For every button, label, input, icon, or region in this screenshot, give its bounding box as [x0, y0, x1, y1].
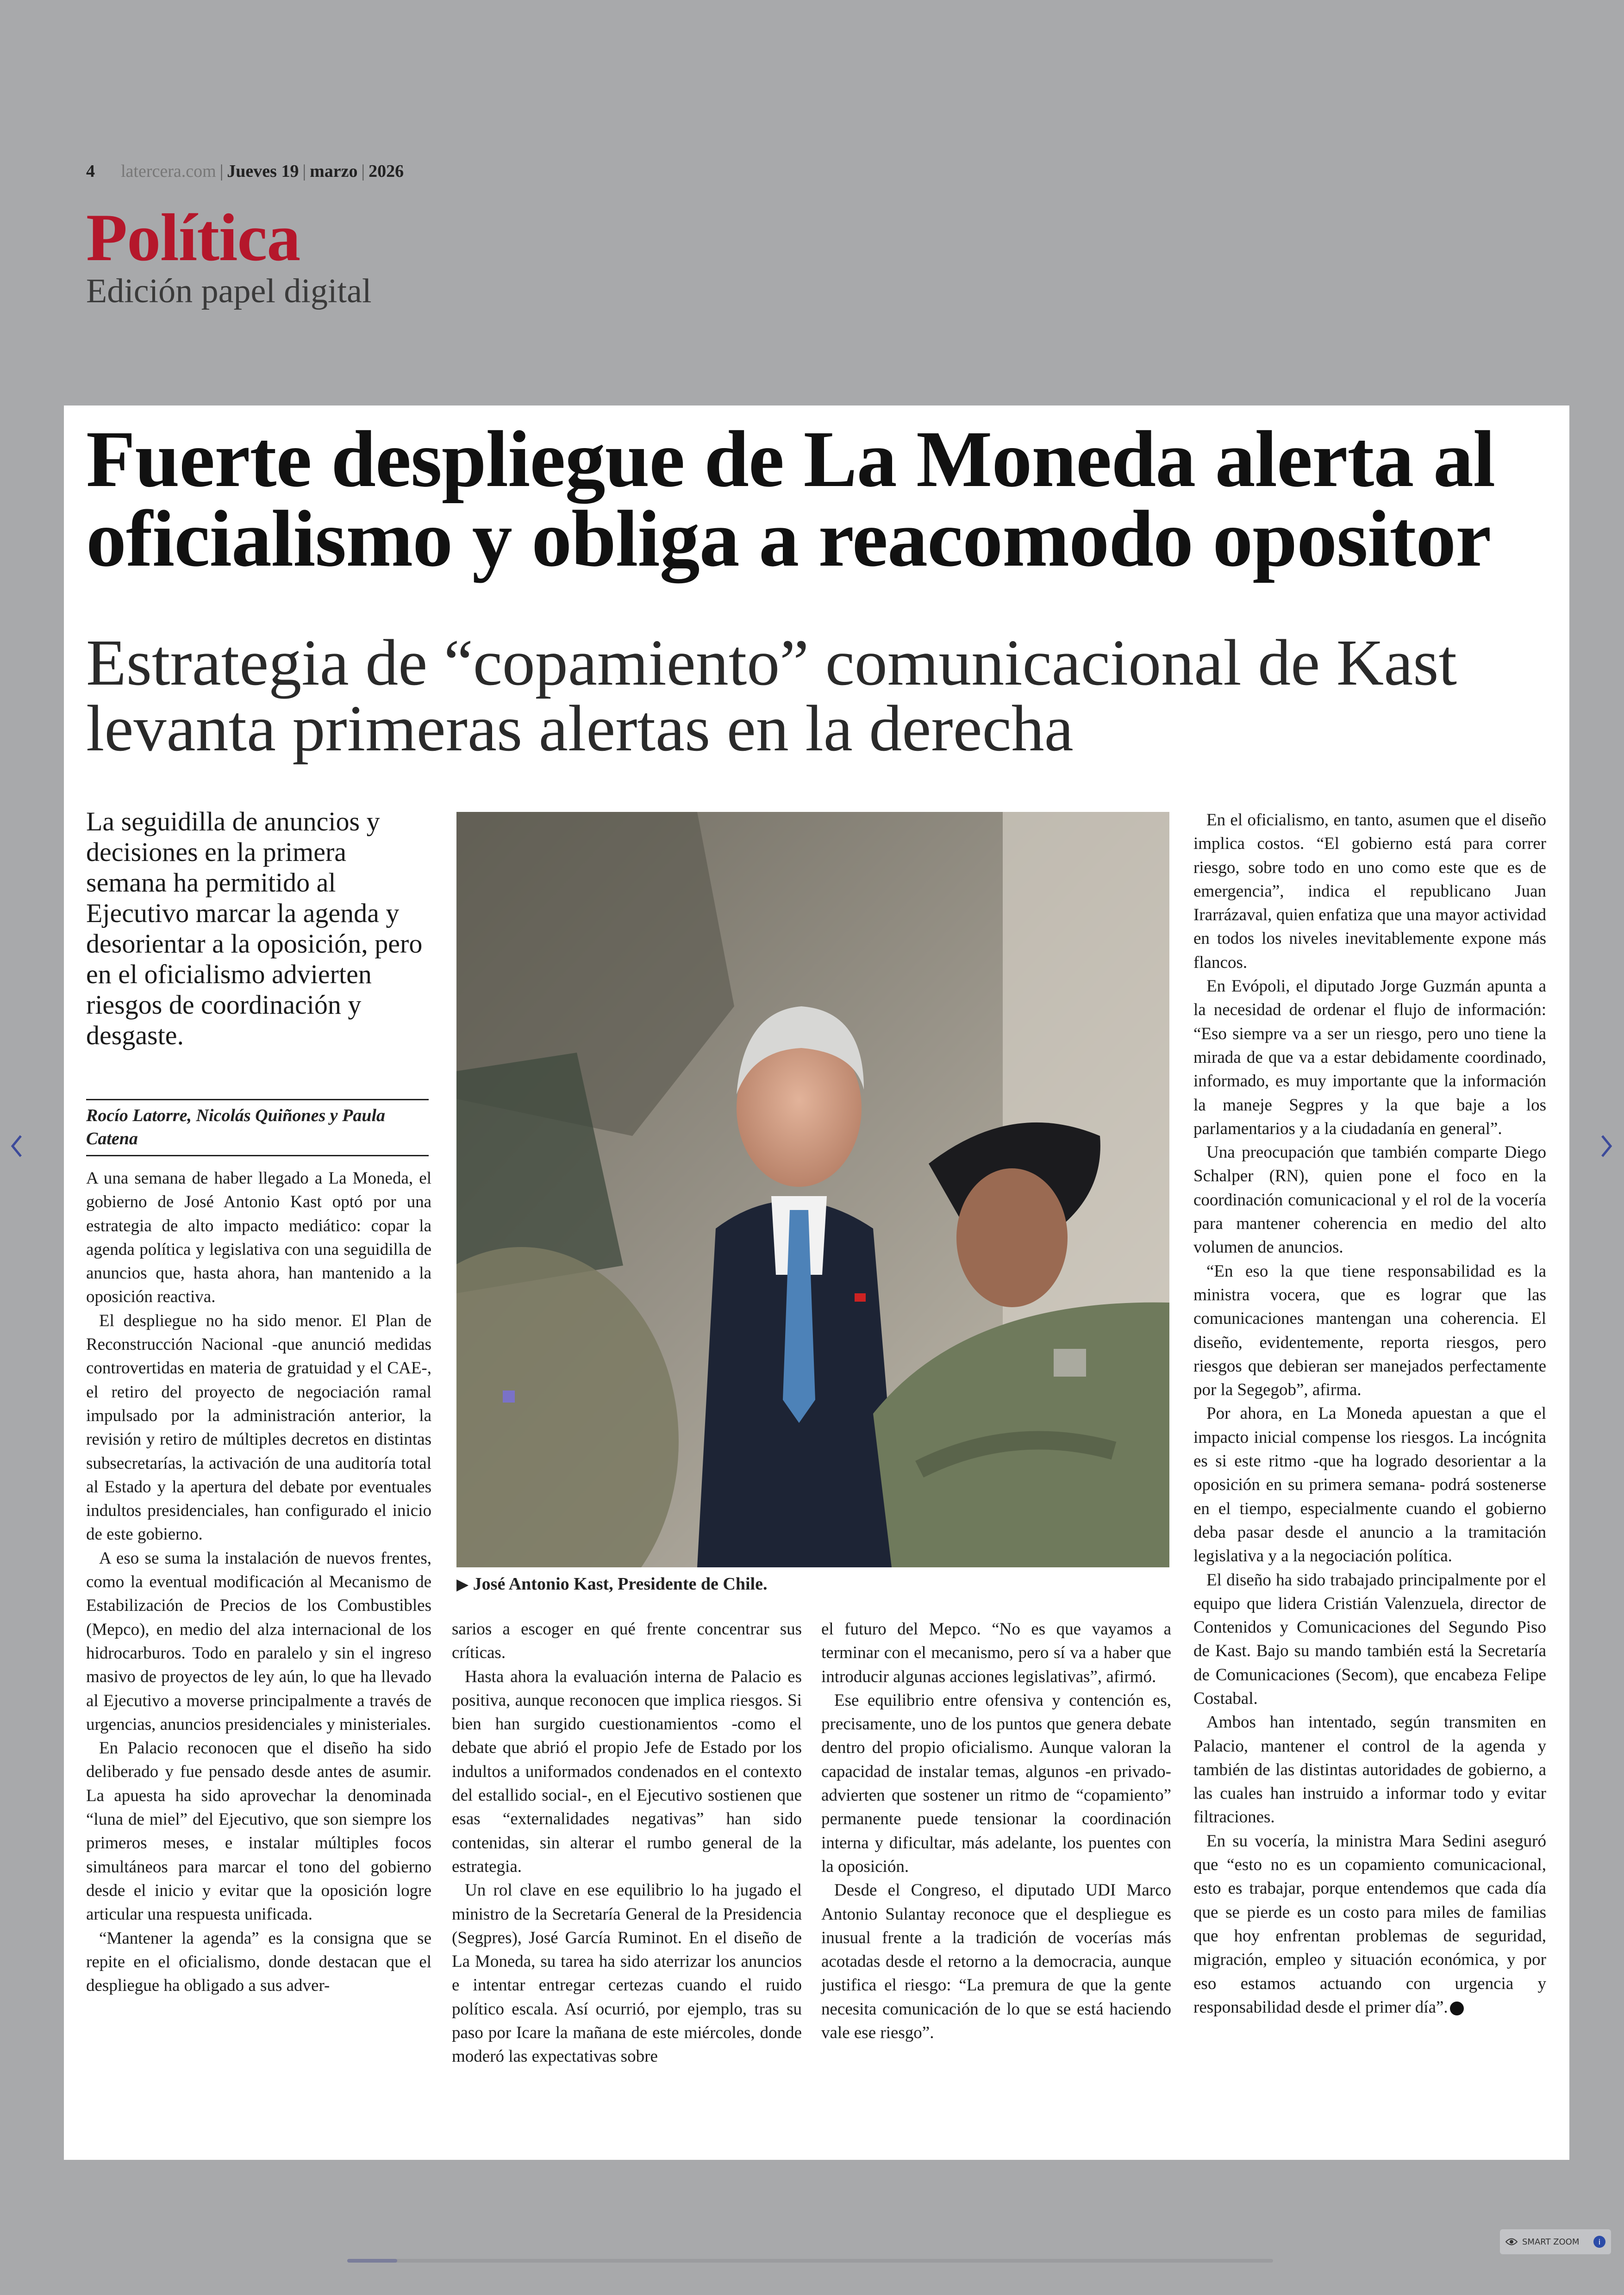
- headline: Fuerte despliegue de La Moneda alerta al oficialismo y obliga a reacomodo opositor: [86, 414, 1495, 583]
- paragraph: “Mantener la agenda” es la consigna que se repite en el oficialismo, donde destacan que el despliegue ha obligado a sus adver-: [86, 1928, 431, 1996]
- paragraph-last: [1193, 1829, 1546, 2019]
- article-column-2: [452, 1617, 802, 2069]
- chevron-left-icon: [10, 1134, 24, 1158]
- smart-zoom-button[interactable]: [1500, 2229, 1611, 2254]
- site-name: latercera.com: [121, 162, 216, 181]
- article-column-4: [1193, 808, 1546, 2019]
- page-progress-bar[interactable]: [347, 2259, 1273, 2263]
- paragraph: Una preocupación que también comparte Diego Schalper (RN), quien pone el foco en la coordinación comunicacional y el rol de la vocería para mantener coherencia en medio del alto volumen de anuncios.: [1193, 1143, 1546, 1257]
- paragraph: Desde el Congreso, el diputado UDI Marco Antonio Sulantay reconoce que el despliegue es inusual frente a la tradición de vocerías más acotadas desde el retorno a la democracia, aunque justifica el riesgo: “La premura de que la gente necesita comunicación de lo que se está haciendo vale ese riesgo”.: [821, 1881, 1171, 2043]
- caption-text: José Antonio Kast, Presidente de Chile.: [473, 1574, 768, 1594]
- issue-info: 4 latercera.com | Jueves 19 | marzo | 2026: [86, 162, 404, 181]
- issue-year: 2026: [369, 162, 404, 181]
- article-photo: [456, 812, 1169, 1567]
- paragraph: El despliegue no ha sido menor. El Plan de Reconstrucción Nacional -que anunció medidas controvertidas en materia de gratuidad y el CAE-, el retiro del proyecto de negociación ramal impulsado por la administración anterior, la revisión y retiro de múltiples decretos en distintas subsecretarías, la activación de una auditoría total al Estado y la apertura del debate por eventuales indultos presidenciales, han configurado el inicio de este gobierno.: [86, 1311, 431, 1544]
- article-column-3: [821, 1617, 1171, 2045]
- info-badge: i: [1593, 2236, 1605, 2248]
- paragraph: Ambos han intentado, según transmiten en Palacio, mantener el control de la agenda y también de las distintas autoridades de gobierno, a las cuales han instruido a informar todo y evitar filtraciones.: [1193, 1713, 1546, 1827]
- subheadline: Estrategia de “copamiento” comunicacional de Kast levanta primeras alertas en la derecha: [86, 626, 1457, 765]
- paragraph: En Palacio reconocen que el diseño ha sido deliberado y fue pensado desde antes de asumir. La apuesta ha sido aprovechar la denominada “luna de miel” del Ejecutivo, que son siempre los primeros meses, e instalar múltiples focos simultáneos para marcar el tono del gobierno desde el inicio y evitar que la oposición logre articular una respuesta unificada.: [86, 1739, 431, 1924]
- paragraph: “En eso la que tiene responsabilidad es la ministra vocera, que es lograr que las comunicaciones mantengan una coherencia. El diseño, evidentemente, reporta riesgos, pero riesgos que debieran ser manejados perfectamente por la Segegob”, afirma.: [1193, 1261, 1546, 1400]
- photo-caption: [456, 1574, 767, 1594]
- smart-zoom-label: SMART ZOOM: [1522, 2237, 1580, 2247]
- chevron-right-icon: [1599, 1134, 1613, 1158]
- issue-month: marzo: [310, 162, 358, 181]
- article-column-1: [86, 1166, 431, 1997]
- byline: Rocío Latorre, Nicolás Quiñones y Paula Catena: [86, 1099, 429, 1156]
- end-mark-icon: [1450, 2002, 1464, 2015]
- issue-day: Jueves 19: [227, 162, 299, 181]
- edition-label: Edición papel digital: [86, 272, 372, 310]
- page-progress-fill: [347, 2259, 397, 2263]
- paragraph: A una semana de haber llegado a La Moneda, el gobierno de José Antonio Kast optó por una estrategia de alto impacto mediático: copar la agenda política y legislativa con una seguidilla de anuncios que, hasta ahora, han mantenido a la oposición reactiva.: [86, 1169, 431, 1307]
- paragraph: Ese equilibrio entre ofensiva y contención es, precisamente, uno de los puntos que genera debate dentro del propio oficialismo. Aunque valoran la capacidad de instalar temas, algunos -en privado- advierten que sostener un ritmo de “copamiento” permanente puede tensionar la coordinación interna y dificultar, más adelante, los puentes con la oposición.: [821, 1690, 1171, 1876]
- paragraph: El diseño ha sido trabajado principalmente por el equipo que lidera Cristián Valenzuela, director de Contenidos y Comunicaciones del Segundo Piso de Kast. Bajo su mando también está la Secretaría de Comunicaciones (Secom), que encabeza Felipe Costabal.: [1193, 1570, 1546, 1708]
- paragraph: Un rol clave en ese equilibrio lo ha jugado el ministro de la Secretaría General de la Presidencia (Segpres), José García Ruminot. En el diseño de La Moneda, su tarea ha sido aterrizar los anuncios e intentar entregar certezas cuando el ruido político escala. Así ocurrió, por ejemplo, tras su paso por Icare la mañana de este miércoles, donde moderó las expectativas sobre: [452, 1881, 802, 2066]
- paragraph: sarios a escoger en qué frente concentrar sus críticas.: [452, 1620, 802, 1663]
- previous-page-button[interactable]: [3, 1128, 31, 1165]
- paragraph: En Evópoli, el diputado Jorge Guzmán apunta a la necesidad de ordenar el flujo de información: “Eso siempre va a ser un riesgo, pero uno tiene la mirada de que va a estar debidamente coordinado, informado, es muy importante que la información la maneje Segpres y la que baje a los parlamentarios y a la ciudadanía en general”.: [1193, 977, 1546, 1138]
- triangle-right-icon: ▶: [456, 1576, 469, 1593]
- lead-paragraph: La seguidilla de anuncios y decisiones en la primera semana ha permitido al Ejecutivo marcar la agenda y desorientar a la oposición, pero en el oficialismo advierten riesgos de coordinación y desgaste.: [86, 806, 423, 1050]
- paragraph: el futuro del Mepco. “No es que vayamos a terminar con el mecanismo, pero sí va a haber que introducir algunas acciones legislativas”, afirmó.: [821, 1620, 1171, 1686]
- paragraph: Por ahora, en La Moneda apuestan a que el impacto inicial compense los riesgos. La incógnita es si este ritmo -que ha logrado desorientar a la oposición en su primera semana- podrá sostenerse en el tiempo, especialmente cuando el gobierno deba pasar desde el anuncio a la tramitación legislativa y a la negociación política.: [1193, 1404, 1546, 1566]
- newspaper-page: [64, 405, 1569, 2160]
- photo-illustration: [456, 812, 1169, 1567]
- page-number: 4: [86, 162, 95, 181]
- section-title: Política: [86, 200, 300, 275]
- paragraph: En el oficialismo, en tanto, asumen que el diseño implica costos. “El gobierno está para correr riesgo, sobre todo en uno como este que es de emergencia”, indica el republicano Juan Irarrázaval, quien enfatiza que una mayor actividad en todos los niveles inevitablemente expone más flancos.: [1193, 811, 1546, 972]
- eye-icon: [1505, 2238, 1518, 2246]
- paragraph-text: En su vocería, la ministra Mara Sedini aseguró que “esto no es un copamiento comunicacional, esto es trabajar, porque entendemos que cada día que se pierde es un costo para miles de familias que hoy enfrentan problemas de seguridad, migración, empleo y situación económica, y por eso estamos actuando con urgencia y responsabilidad desde el primer día”.: [1193, 1831, 1546, 2017]
- next-page-button[interactable]: [1593, 1128, 1620, 1165]
- paragraph: A eso se suma la instalación de nuevos frentes, como la eventual modificación al Mecanismo de Estabilización de Precios de los Combustibles (Mepco), en medio del alza internacional de los hidrocarburos. Todo en paralelo y sin el ingreso masivo de proyectos de ley aún, lo que ha llevado al Ejecutivo a moverse principalmente a través de urgencias, anuncios presidenciales y ministeriales.: [86, 1548, 431, 1734]
- paragraph: Hasta ahora la evaluación interna de Palacio es positiva, aunque reconocen que implica riesgos. Si bien han surgido cuestionamientos -como el debate que abrió el propio Jefe de Estado por los indultos a uniformados condenados en el contexto del estallido social-, en el Ejecutivo sostienen que esas “externalidades negativas” han sido contenidas, sin alterar el rumbo general de la estrategia.: [452, 1667, 802, 1876]
